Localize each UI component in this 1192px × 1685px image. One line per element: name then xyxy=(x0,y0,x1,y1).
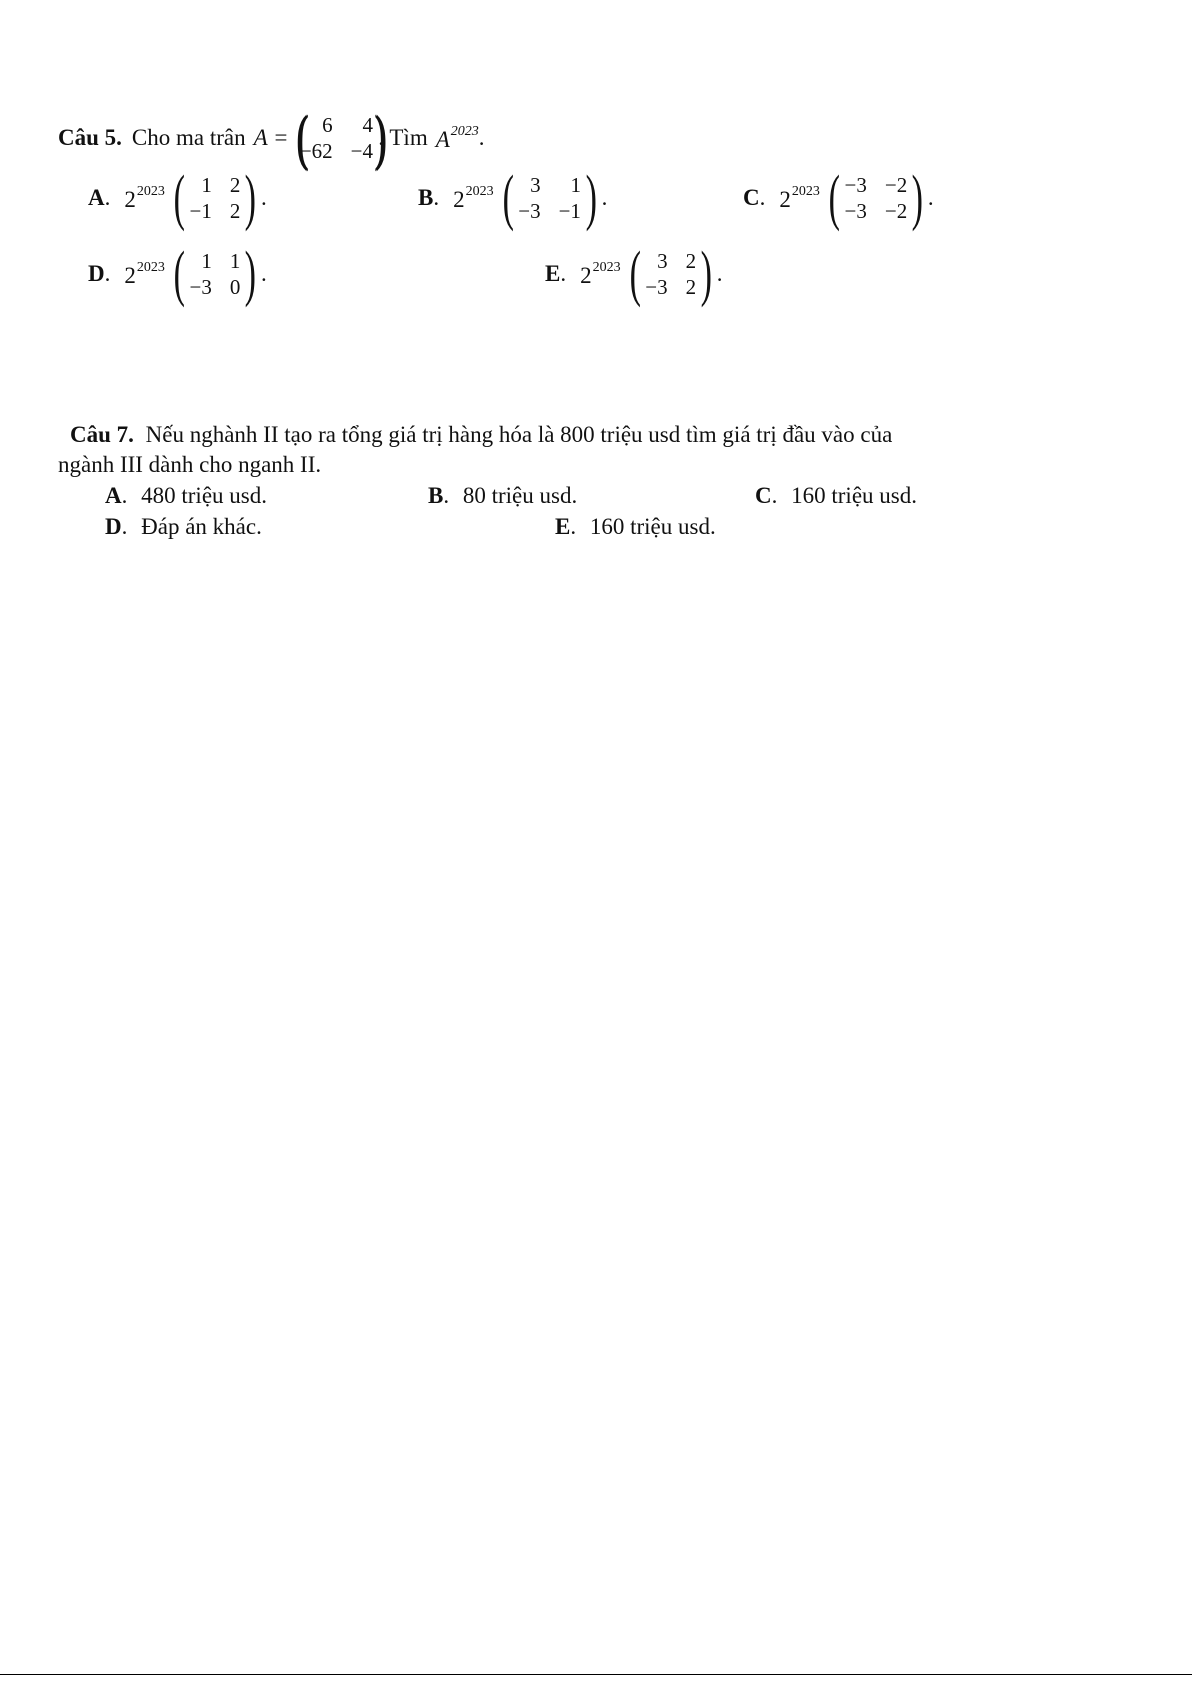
question-5-variable: A = xyxy=(253,125,289,150)
matrix-cell: 1 xyxy=(201,249,212,273)
question-5-matrix: (( 6 4 −62 −4 )) xyxy=(295,104,378,172)
matrix-cell: −2 xyxy=(884,199,908,223)
matrix-cell: −3 xyxy=(844,199,867,223)
question-5-after: . Tìm xyxy=(378,125,428,150)
matrix-cell: −4 xyxy=(350,139,373,163)
question-7-option-d[interactable]: D. Đáp án khác. xyxy=(105,514,262,539)
matrix-cell: 1 xyxy=(570,173,581,197)
matrix-cell: 4 xyxy=(362,113,373,137)
question-5-intro: Cho ma trân xyxy=(131,125,246,150)
option-matrix: ( 3 1 −3 −1 ) xyxy=(502,164,597,232)
question-5-option-d[interactable]: D . $2^{2023}$ ( 1 1 −3 0 ) . xyxy=(88,240,267,308)
matrix-cell: −1 xyxy=(189,199,212,223)
matrix-cell: 2 xyxy=(685,249,697,273)
option-matrix: ( 1 1 −3 0 ) xyxy=(173,240,257,308)
question-5-option-c[interactable]: C . $2^{2023}$ ( −3 −2 −3 −2 ) . xyxy=(743,164,934,232)
matrix-cell: −2 xyxy=(884,173,908,197)
matrix-cell: −1 xyxy=(558,199,581,223)
matrix-cell: 0 xyxy=(229,275,241,299)
option-matrix: ( −3 −2 −3 −2 ) xyxy=(828,164,924,232)
question-5-stem: Câu 5. Cho ma trân A = (( 6 4 −62 −4 )) . Tìm $A^{2023}$ . xyxy=(58,104,485,172)
matrix-cell: 3 xyxy=(530,173,541,197)
matrix-cell: −3 xyxy=(518,199,541,223)
question-7-option-b[interactable]: B. 80 triệu usd. xyxy=(428,483,578,508)
matrix-cell: 3 xyxy=(657,249,668,273)
question-7-option-e[interactable]: E. 160 triệu usd. xyxy=(555,514,716,539)
question-5-label: Câu 5. xyxy=(58,125,122,150)
matrix-cell: −3 xyxy=(189,275,212,299)
question-7-option-c[interactable]: C. 160 triệu usd. xyxy=(755,483,917,508)
bottom-divider xyxy=(0,1674,1192,1675)
matrix-cell: 2 xyxy=(685,275,697,299)
question-7-line-1: Nếu nghành II tạo ra tổng giá trị hàng hóa là 800 triệu usd tìm giá trị đầu vào của xyxy=(145,422,893,447)
option-matrix: ( 3 2 −3 2 ) xyxy=(629,240,713,308)
question-7-label: Câu 7. xyxy=(70,422,134,447)
question-5-target: $A^{2023}$ xyxy=(435,123,479,152)
question-7-option-a[interactable]: A. 480 triệu usd. xyxy=(105,483,267,508)
matrix-cell: 6 xyxy=(322,113,333,137)
question-7-stem xyxy=(70,420,892,449)
matrix-cell: −3 xyxy=(645,275,668,299)
matrix-cell: −62 xyxy=(299,139,333,163)
question-5-option-a[interactable]: A . $2^{2023}$ ( 1 2 −1 2 ) . xyxy=(88,164,267,232)
option-matrix: ( 1 2 −1 2 ) xyxy=(173,164,257,232)
matrix-cell: 1 xyxy=(229,249,241,273)
question-5-option-e[interactable]: E . $2^{2023}$ ( 3 2 −3 2 ) . xyxy=(545,240,723,308)
matrix-cell: 1 xyxy=(201,173,212,197)
matrix-cell: 2 xyxy=(229,173,241,197)
question-5-option-b[interactable]: B . $2^{2023}$ ( 3 1 −3 −1 ) . xyxy=(418,164,608,232)
question-7-line-2: ngành III dành cho nganh II. xyxy=(58,452,322,477)
matrix-cell: −3 xyxy=(844,173,867,197)
matrix-cell: 2 xyxy=(229,199,241,223)
